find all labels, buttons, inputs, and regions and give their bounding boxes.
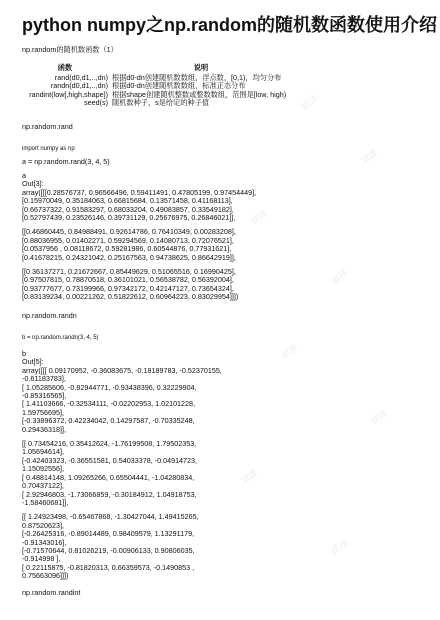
output-line: 0.87520623],	[22, 520, 64, 530]
function-name: randn(d0,d1,..,dn)	[50, 81, 108, 91]
code-assign-line-a: a = np.random.rand(3, 4, 5)	[22, 157, 110, 166]
section-heading-randn: np.random.randn	[22, 311, 77, 320]
subtitle: np.random的随机数函数（1）	[22, 45, 118, 54]
output-line: 0.75663096]]])	[22, 571, 69, 581]
table-row	[20, 99, 292, 108]
output-line: [-0.33896372, 0.42234042, 0.14297587, -0.70335248,	[22, 416, 195, 426]
output-line: [-0.26425316, -0.89014489, 0.98409579, 1.13291179,	[22, 529, 195, 539]
output-line: [-0.71570644, 0.81026219, -0.00906133, 0.90806035,	[22, 545, 195, 555]
output-line: 0.70437122],	[22, 481, 64, 491]
output-line: [0.97507815, 0.78870518, 0.36101021, 0.56538782, 0.56392004],	[22, 275, 234, 285]
output-line: [[ 0.73454216, 0.35412624, -1.76199508, 1.79502353,	[22, 439, 197, 449]
column-header-description: 说明	[193, 63, 209, 72]
output-line: [-0.42403323, -0.36551581, 0.54033378, -0.04914723,	[22, 455, 198, 465]
code-import-line: import numpy as np	[22, 146, 75, 152]
output-line: [ 1.05285606, -0.82944771, -0.93438396, 0.32229904,	[22, 382, 197, 392]
watermark-text: 试读	[279, 342, 300, 362]
output-line: array([[[0.28576737, 0.96566496, 0.59411491, 0.47805199, 0.97454449],	[22, 187, 257, 197]
section-heading-rand: np.random.rand	[22, 122, 73, 131]
output-line: [0.0537956 , 0.08118672, 0.59281986, 0.60544876, 0.77931621],	[22, 244, 232, 254]
output-line: 1.05694614],	[22, 447, 64, 457]
function-table	[20, 64, 292, 108]
output-line: array([[[ 0.09170952, -0.36083675, -0.18189783, -0.52370155,	[22, 365, 222, 375]
function-name: rand(d0,d1,..,dn)	[54, 72, 108, 82]
watermark-text: 试读	[329, 267, 350, 287]
watermark-text: 试读	[239, 467, 260, 487]
output-line: [ 1.41103666, -0.32534111, -0.02202953, 1.02101228,	[22, 399, 196, 409]
code-var-b: b	[22, 349, 26, 358]
output-line: [0.83139234, 0.00221262, 0.51822612, 0.60964223, 0.83029954]]])	[22, 292, 239, 302]
code-assign-line-b: b = np.random.randn(3, 4, 5)	[22, 335, 99, 341]
function-name: seed(s)	[84, 98, 108, 108]
watermark-text: 试读	[359, 147, 380, 167]
function-description: 根据d0‐dn创建随机数数组，标准正态分布	[112, 81, 246, 91]
output-line: [ 2.92946803, -1.73066859, -0.30184912, 1.04918753,	[22, 489, 197, 499]
watermark-text: 试读	[299, 92, 320, 112]
output-line: [[0.36137271, 0.21672667, 0.85449629, 0.51065516, 0.16990425],	[22, 267, 236, 277]
function-description: 随机数种子，s是给定的种子值	[112, 98, 210, 108]
function-description: 根据shape创建随机整数或整数数组，范围是[low, high)	[112, 89, 287, 99]
column-header-function: 函数	[57, 63, 73, 72]
output-line: -0.914998 ],	[22, 554, 61, 564]
watermark-text: 试读	[369, 407, 390, 427]
output-line: [[0.46860445, 0.84988491, 0.92614786, 0.76410349, 0.00283208],	[22, 227, 236, 237]
output-line: [0.41678215, 0.24321042, 0.25167563, 0.94738625, 0.86642919]],	[22, 252, 236, 262]
output-line: [0.66737322, 0.91583297, 0.68033204, 0.49083857, 0.33549182],	[22, 204, 234, 214]
output-block-rand	[22, 172, 322, 302]
output-line: 1.59756695],	[22, 407, 64, 417]
output-line: [0.15970049, 0.35184063, 0.66815684, 0.13571458, 0.41168113],	[22, 196, 233, 206]
output-line: [ 0.48814148, 1.09265266, 0.65504441, -1.04280834,	[22, 472, 195, 482]
output-line: -1.58460681]],	[22, 497, 69, 507]
output-line: -0.91343016],	[22, 537, 67, 547]
output-line: 0.29436318]],	[22, 424, 66, 434]
section-heading-randint: np.random.randint	[22, 588, 81, 597]
code-var-a: a	[22, 171, 26, 180]
output-line: [0.93777677, 0.73199966, 0.97342172, 0.42147127, 0.73654324],	[22, 283, 234, 293]
output-line: 1.15092556],	[22, 464, 64, 474]
output-line: [0.88036955, 0.01402271, 0.59294569, 0.14080713, 0.72076521],	[22, 235, 234, 245]
output-block-randn	[22, 350, 322, 581]
output-line: [ 0.22115875, -0.81820313, 0.66359573, -0.1490853 ,	[22, 562, 195, 572]
watermark-text: 试读	[329, 537, 350, 557]
watermark-text: 试读	[249, 207, 270, 227]
output-line: [0.52797439, 0.23526146, 0.39731129, 0.25676975, 0.26846021]],	[22, 213, 236, 223]
function-description: 根据d0‐dn创建随机数数组，浮点数，[0,1)，均匀分布	[112, 72, 282, 82]
output-line: -0.85316565],	[22, 391, 67, 401]
output-line: -0.61183783],	[22, 374, 66, 384]
out-label-5: Out[5]:	[22, 357, 44, 367]
function-name: randint(low[,high,shape])	[29, 89, 108, 99]
page-title: python numpy之np.random的随机数函数使用介绍	[22, 15, 437, 35]
out-label-3: Out[3]:	[22, 179, 44, 189]
output-line: [[ 1.24923498, -0.65467868, -1.30427044, 1.49415265,	[22, 512, 199, 522]
